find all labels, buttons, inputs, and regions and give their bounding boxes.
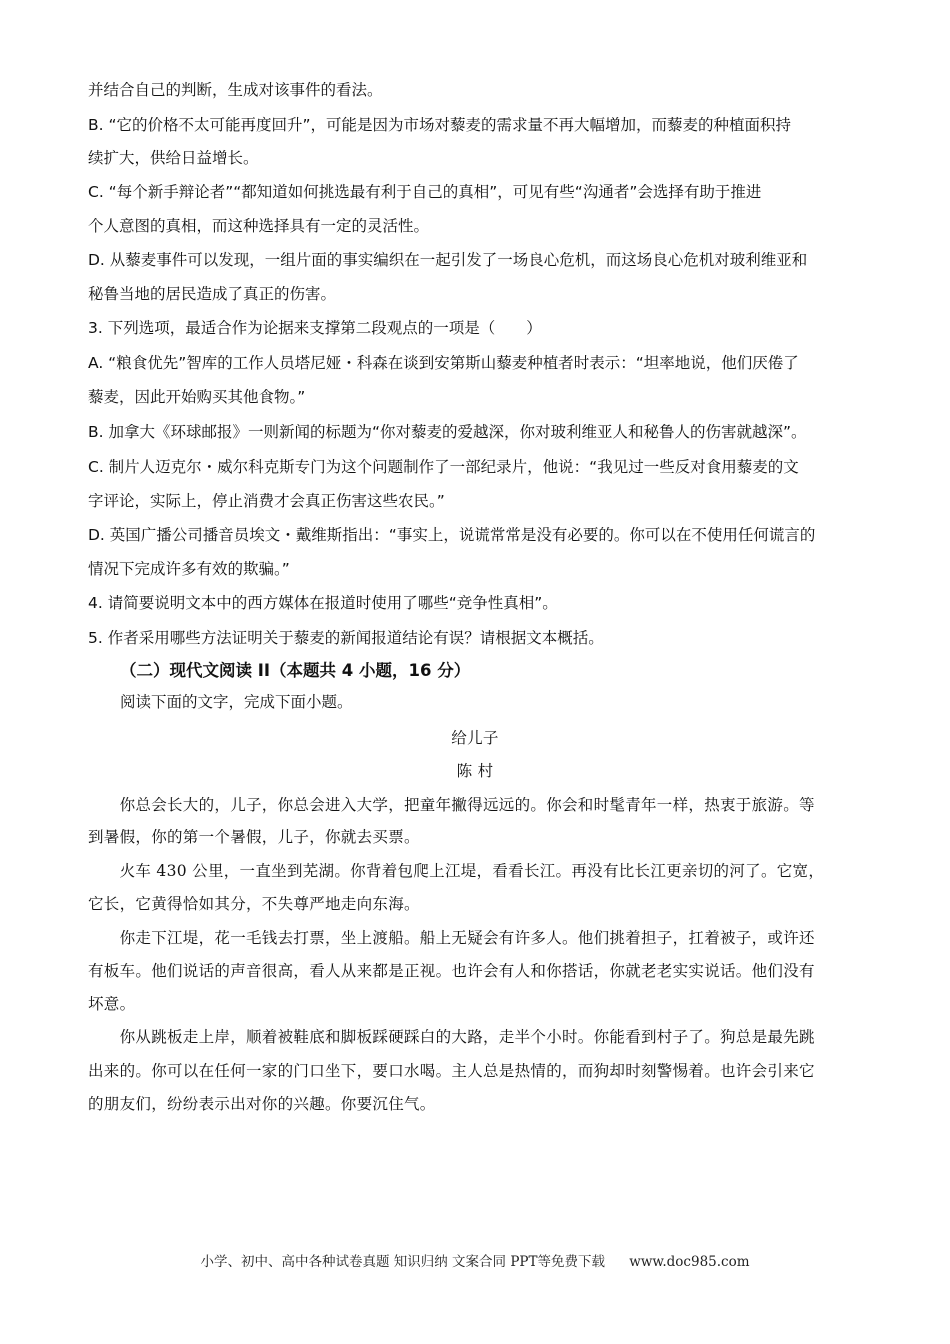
text-line: 情况下完成许多有效的欺骗。” bbox=[88, 560, 290, 578]
text-line: 续扩大，供给日益增长。 bbox=[88, 149, 259, 167]
footer-text: 小学、初中、高中各种试卷真题 知识归纳 文案合同 PPT等免费下载 bbox=[200, 1254, 605, 1270]
text-line: 个人意图的真相，而这种选择具有一定的灵活性。 bbox=[88, 217, 430, 235]
question-3: 3. 下列选项，最适合作为论据来支撑第二段观点的一项是（ ） bbox=[88, 319, 542, 337]
section-heading: （二）现代文阅读 II（本题共 4 小题，16 分） bbox=[120, 661, 471, 680]
prose-line: 有板车。他们说话的声音很高，看人从来都是正视。也许会有人和你搭话，你就老老实实说话。他们没有 bbox=[88, 962, 815, 980]
prose-line: 到暑假，你的第一个暑假，儿子，你就去买票。 bbox=[88, 828, 420, 846]
poem-author: 陈 村 bbox=[456, 762, 494, 780]
question-5: 5. 作者采用哪些方法证明关于藜麦的新闻报道结论有误？请根据文本概括。 bbox=[88, 629, 604, 647]
prose-line: 它长，它黄得恰如其分，不失尊严地走向东海。 bbox=[88, 895, 420, 913]
prose-line: 坏意。 bbox=[88, 995, 136, 1013]
prose-line: 你走下江堤，花一毛钱去打票，坐上渡船。船上无疑会有许多人。他们挑着担子，扛着被子，或许还 bbox=[88, 929, 815, 947]
option-b-line: B. “它的价格不太可能再度回升”，可能是因为市场对藜麦的需求量不再大幅增加，而藜麦的种植面积持 bbox=[88, 116, 792, 134]
prose-line: 出来的。你可以在任何一家的门口坐下，要口水喝。主人总是热情的，而狗却时刻警惕着。也许会引来它 bbox=[88, 1062, 815, 1080]
prose-line: 你从跳板走上岸，顺着被鞋底和脚板踩硬踩白的大路，走半个小时。你能看到村子了。狗总是最先跳 bbox=[88, 1028, 815, 1046]
text-line: 藜麦，因此开始购买其他食物。” bbox=[88, 388, 306, 406]
option-d-line: D. 从藜麦事件可以发现，一组片面的事实编织在一起引发了一场良心危机，而这场良心危机对玻利维亚和 bbox=[88, 251, 808, 269]
option-c-line: C. “每个新手辩论者”“都知道如何挑选最有利于自己的真相”，可见有些“沟通者”会选择有助于推进 bbox=[88, 183, 762, 201]
text-line: 并结合自己的判断，生成对该事件的看法。 bbox=[88, 81, 383, 99]
poem-title: 给儿子 bbox=[451, 729, 499, 747]
footer-link[interactable]: www.doc985.com bbox=[629, 1254, 750, 1270]
question-4: 4. 请简要说明文本中的西方媒体在报道时使用了哪些“竞争性真相”。 bbox=[88, 594, 558, 612]
prose-line: 的朋友们，纷纷表示出对你的兴趣。你要沉住气。 bbox=[88, 1095, 436, 1113]
option-d-line: D. 英国广播公司播音员埃文・戴维斯指出：“事实上，说谎常常是没有必要的。你可以在不使用任何谎言的 bbox=[88, 526, 816, 544]
prose-line: 火车 430 公里，一直坐到芜湖。你背着包爬上江堤，看看长江。再没有比长江更亲切的河了。它宽， bbox=[88, 862, 825, 880]
option-b-line: B. 加拿大《环球邮报》一则新闻的标题为“你对藜麦的爱越深，你对玻利维亚人和秘鲁人的伤害就越深”。 bbox=[88, 423, 807, 441]
page-footer bbox=[0, 1250, 950, 1270]
option-a-line: A. “粮食优先”智库的工作人员塔尼娅・科森在谈到安第斯山藜麦种植者时表示：“坦率地说，他们厌倦了 bbox=[88, 354, 799, 372]
reading-instruction: 阅读下面的文字，完成下面小题。 bbox=[120, 693, 353, 711]
option-c-line: C. 制片人迈克尔・威尔科克斯专门为这个问题制作了一部纪录片，他说：“我见过一些反对食用藜麦的文 bbox=[88, 458, 799, 476]
text-line: 字评论，实际上，停止消费才会真正伤害这些农民。” bbox=[88, 492, 445, 510]
text-line: 秘鲁当地的居民造成了真正的伤害。 bbox=[88, 285, 337, 303]
prose-line: 你总会长大的，儿子，你总会进入大学，把童年撇得远远的。你会和时髦青年一样，热衷于旅游。等 bbox=[88, 796, 815, 814]
